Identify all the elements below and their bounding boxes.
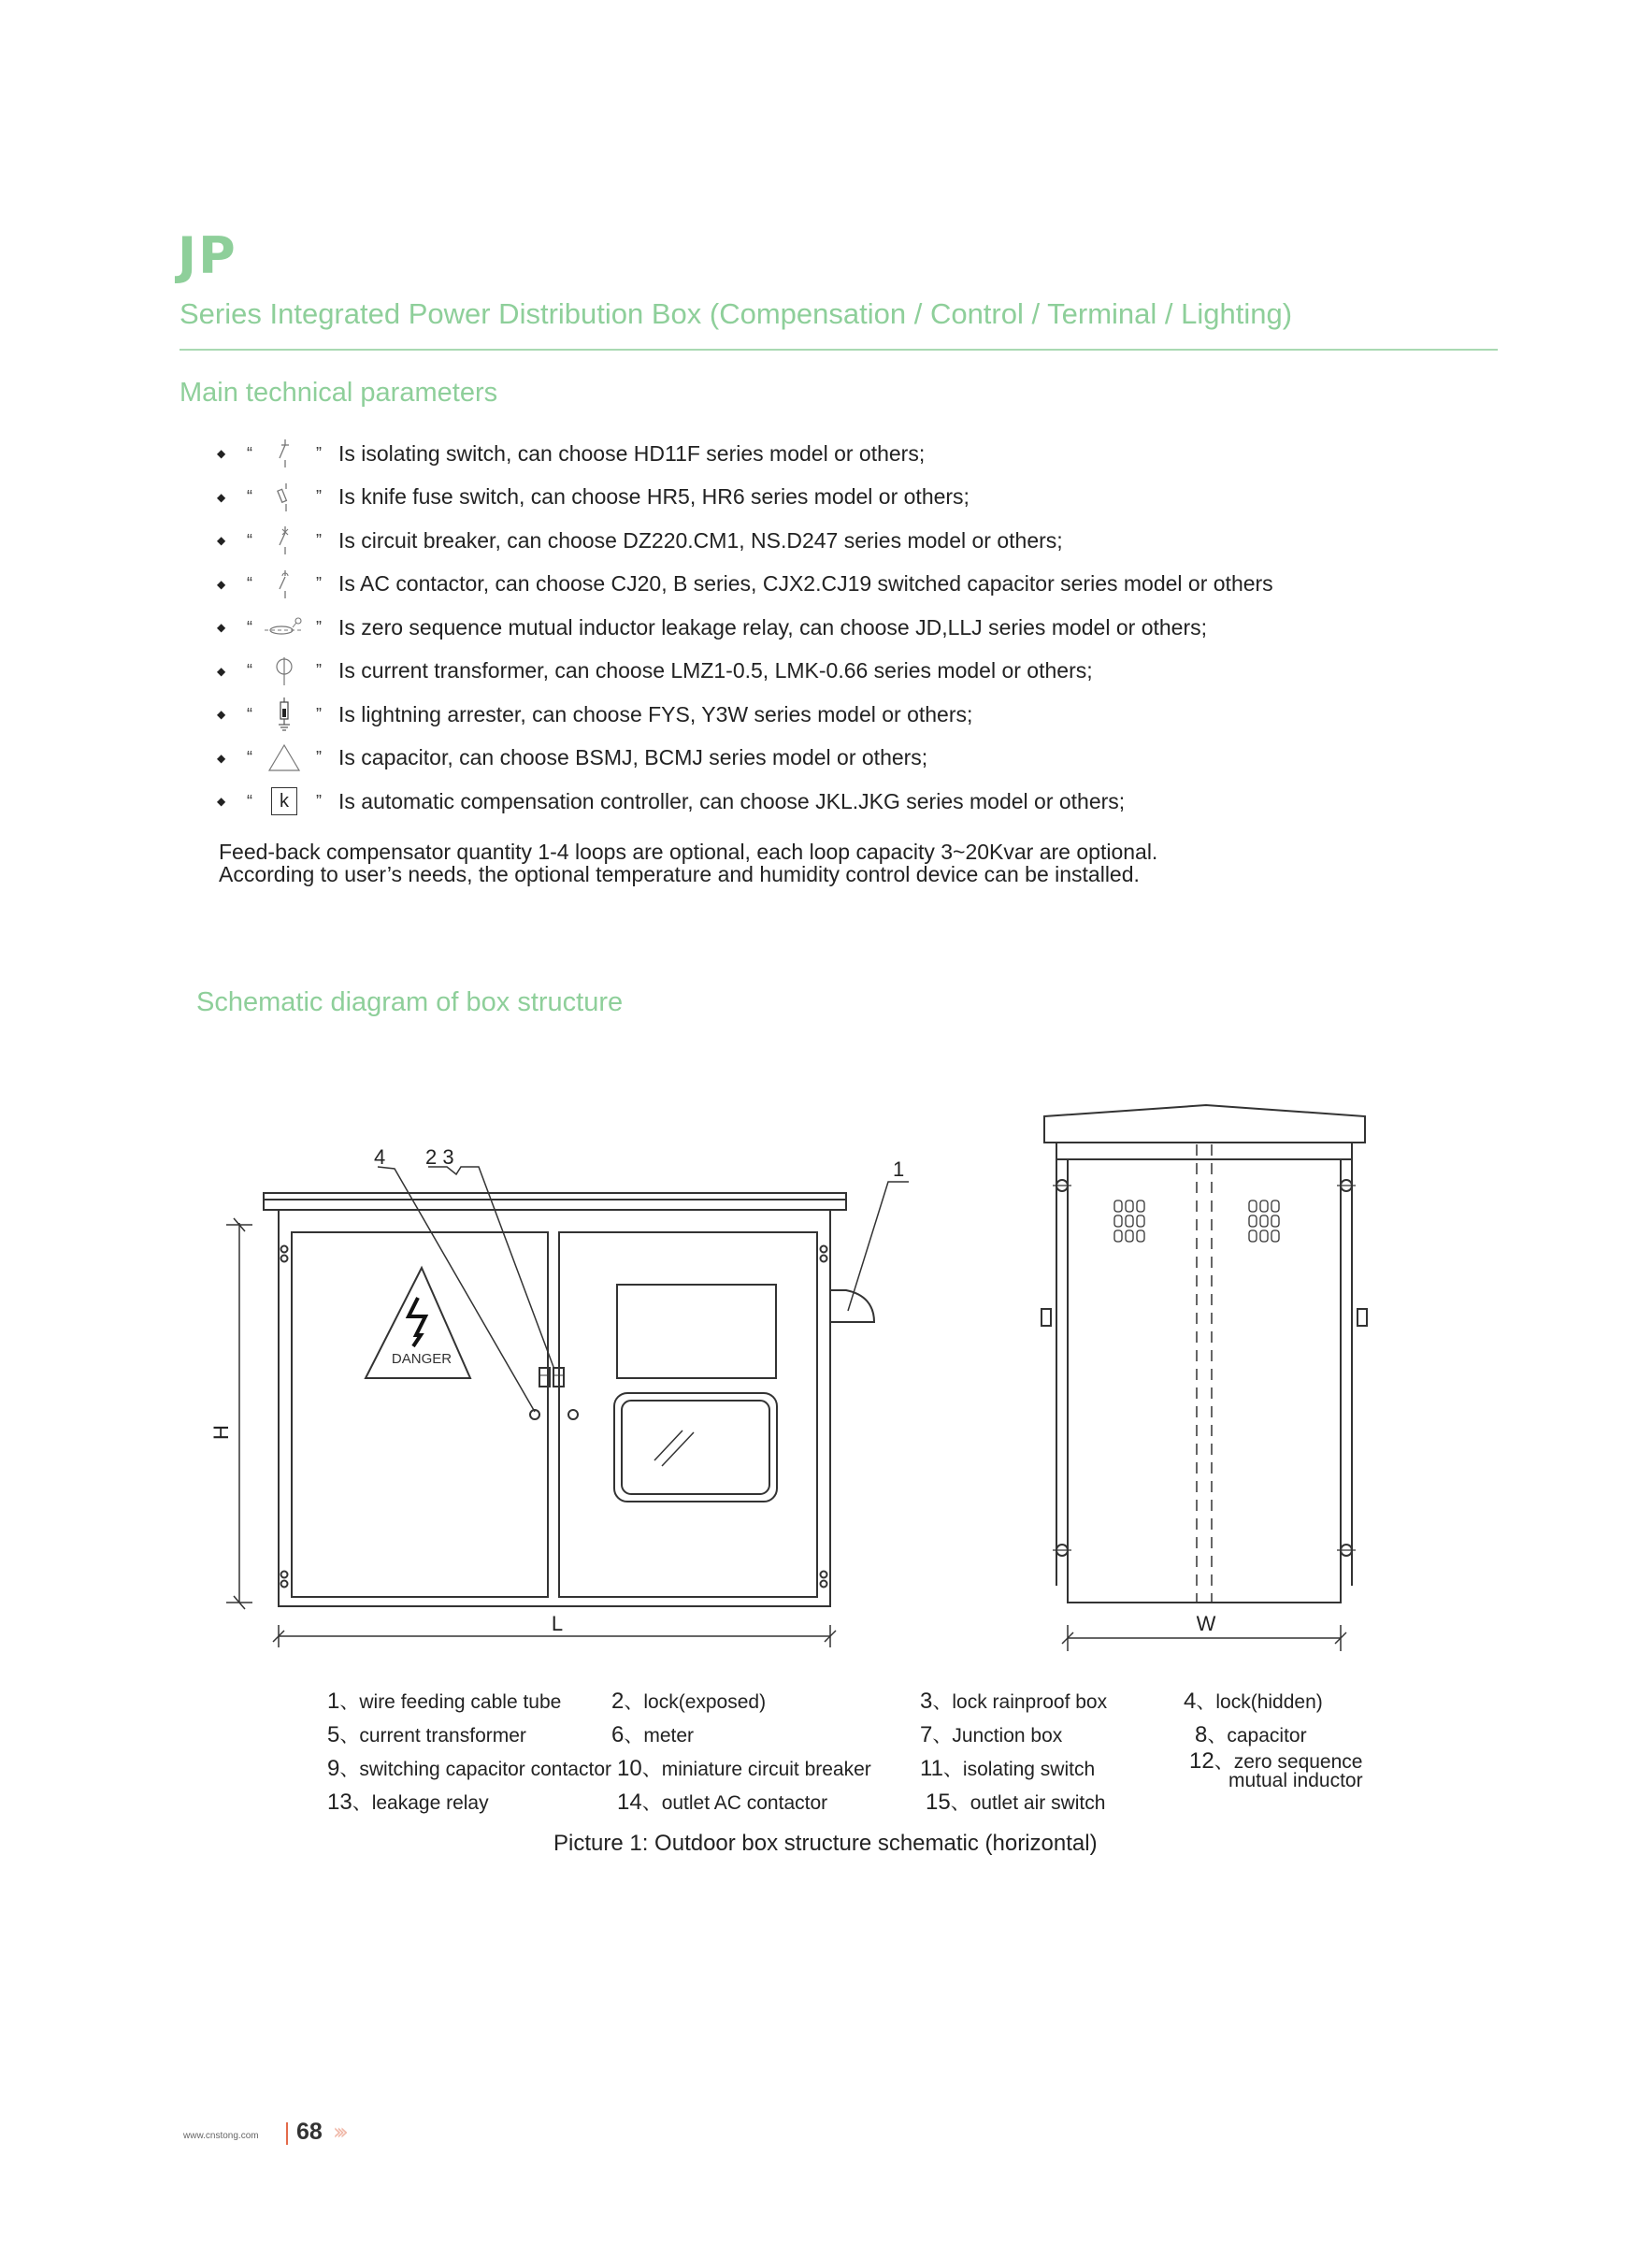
legend-item: 1、wire feeding cable tube <box>327 1689 562 1714</box>
front-roof <box>264 1193 846 1210</box>
legend-item: 6、meter <box>611 1722 695 1747</box>
parameter-item: ◆ “ ” Is zero sequence mutual inductor leakage relay, can choose JD,LLJ series model or others; <box>217 606 1273 650</box>
parameter-text: Is automatic compensation controller, can choose JKL.JKG series model or others; <box>338 788 1126 813</box>
parameter-text: Is isolating switch, can choose HD11F series model or others; <box>338 440 926 466</box>
parameter-item: ◆ “ ” Is isolating switch, can choose HD11F series model or others; <box>217 432 1273 476</box>
bullet-icon: ◆ <box>217 795 226 809</box>
bullet-icon: ◆ <box>217 447 226 461</box>
legend-item: 5、current transformer <box>327 1722 526 1747</box>
bullet-icon: ◆ <box>217 534 226 548</box>
ac-contactor-icon <box>260 568 309 601</box>
dimension-w: W <box>1196 1612 1216 1635</box>
website-url: www.cnstong.com <box>183 2131 259 2141</box>
current-transformer-icon <box>260 654 309 688</box>
side-handle-left <box>1041 1309 1051 1326</box>
dimension-h: H <box>209 1425 233 1440</box>
legend-item: 9、switching capacitor contactor <box>327 1756 611 1781</box>
side-roof <box>1044 1105 1365 1143</box>
parameter-text: Is circuit breaker, can choose DZ220.CM1, NS.D247 series model or others; <box>338 527 1063 553</box>
bullet-icon: ◆ <box>217 490 226 504</box>
section-title-schematic: Schematic diagram of box structure <box>196 987 624 1017</box>
parameter-text: Is knife fuse switch, can choose HR5, HR6 series model or others; <box>338 484 970 510</box>
left-door <box>292 1232 548 1597</box>
parameter-text: Is zero sequence mutual inductor leakage relay, can choose JD,LLJ series model or others; <box>338 614 1208 640</box>
callout-2-3: 2 3 <box>425 1145 454 1169</box>
legend-item: 15、outlet air switch <box>926 1790 1106 1815</box>
legend-item: 12、zero sequence mutual inductor <box>1189 1748 1363 1791</box>
bullet-icon: ◆ <box>217 621 226 635</box>
danger-label: DANGER <box>391 1351 453 1367</box>
parameter-item: ◆ “ ” Is lightning arrester, can choose FYS, Y3W series model or others; <box>217 693 1273 737</box>
lightning-bolt-icon <box>409 1298 425 1346</box>
side-handle-right <box>1358 1309 1367 1326</box>
vent-left <box>1114 1200 1144 1242</box>
parameter-item: ◆ “ ” Is circuit breaker, can choose DZ220.CM1, NS.D247 series model or others; <box>217 519 1273 563</box>
parameter-text: Is lightning arrester, can choose FYS, Y3W series model or others; <box>338 701 973 726</box>
bullet-icon: ◆ <box>217 751 226 765</box>
bullet-icon: ◆ <box>217 708 226 722</box>
viewing-window-inner <box>622 1401 769 1494</box>
knife-fuse-switch-icon <box>260 481 309 514</box>
page-number-bar <box>286 2122 288 2145</box>
parameter-item: ◆ “ k ” Is automatic compensation controller, can choose JKL.JKG series model or others; <box>217 780 1273 824</box>
capacitor-icon <box>260 741 309 775</box>
parameter-item: ◆ “ ” Is capacitor, can choose BSMJ, BCMJ series model or others; <box>217 737 1273 781</box>
controller-symbol: k <box>271 787 297 815</box>
box-structure-diagram <box>0 1075 1652 1683</box>
parameter-list <box>217 432 1273 824</box>
compensation-controller-icon <box>260 784 309 818</box>
bullet-icon: ◆ <box>217 577 226 591</box>
parameter-text: Is AC contactor, can choose CJ20, B series, CJX2.CJ19 switched capacitor series model or others <box>338 571 1273 597</box>
figure-caption: Picture 1: Outdoor box structure schematic (horizontal) <box>553 1831 1098 1856</box>
isolating-switch-icon <box>260 437 309 470</box>
legend-item: 13、leakage relay <box>327 1790 489 1815</box>
legend-item: 10、miniature circuit breaker <box>617 1756 871 1781</box>
legend-item: 7、Junction box <box>920 1722 1063 1747</box>
series-title: Series Integrated Power Distribution Box (Compensation / Control / Terminal / Lighting) <box>180 297 1293 330</box>
bullet-icon: ◆ <box>217 664 226 678</box>
section-title-params: Main technical parameters <box>180 378 498 408</box>
legend-item: 14、outlet AC contactor <box>617 1790 828 1815</box>
model-title: JP <box>178 226 237 285</box>
parameter-item: ◆ “ ” Is AC contactor, can choose CJ20, B series, CJX2.CJ19 switched capacitor series model or others <box>217 563 1273 607</box>
legend-item: 11、isolating switch <box>920 1756 1096 1781</box>
side-body <box>1068 1159 1341 1603</box>
front-body <box>279 1210 830 1606</box>
note-temperature: According to user’s needs, the optional temperature and humidity control device can be installed. <box>219 862 1140 886</box>
viewing-window-outer <box>614 1393 777 1502</box>
page-number: 68 <box>296 2119 323 2145</box>
right-door <box>559 1232 817 1597</box>
callout-1: 1 <box>893 1157 905 1181</box>
legend-item: 4、lock(hidden) <box>1184 1689 1323 1714</box>
parameter-item: ◆ “ ” Is knife fuse switch, can choose HR5, HR6 series model or others; <box>217 476 1273 520</box>
parameter-text: Is capacitor, can choose BSMJ, BCMJ series model or others; <box>338 745 928 770</box>
header-divider <box>180 349 1498 351</box>
circuit-breaker-icon <box>260 524 309 557</box>
lightning-arrester-icon <box>260 697 309 731</box>
lock-exposed <box>568 1410 578 1419</box>
leakage-relay-icon <box>260 611 309 644</box>
vent-right <box>1249 1200 1279 1242</box>
parameter-text: Is current transformer, can choose LMZ1-0.5, LMK-0.66 series model or others; <box>338 658 1093 683</box>
legend-item: 3、lock rainproof box <box>920 1689 1108 1714</box>
chevrons-icon: ››› <box>333 2119 343 2145</box>
legend-item: 2、lock(exposed) <box>611 1689 767 1714</box>
note-loops: Feed-back compensator quantity 1-4 loops are optional, each loop capacity 3~20Kvar are optional. <box>219 840 1158 864</box>
legend-item: 8、capacitor <box>1195 1722 1307 1747</box>
callout-4: 4 <box>374 1145 386 1169</box>
dimension-l: L <box>551 1612 564 1635</box>
parameter-item: ◆ “ ” Is current transformer, can choose LMZ1-0.5, LMK-0.66 series model or others; <box>217 650 1273 694</box>
meter-window <box>617 1285 776 1378</box>
